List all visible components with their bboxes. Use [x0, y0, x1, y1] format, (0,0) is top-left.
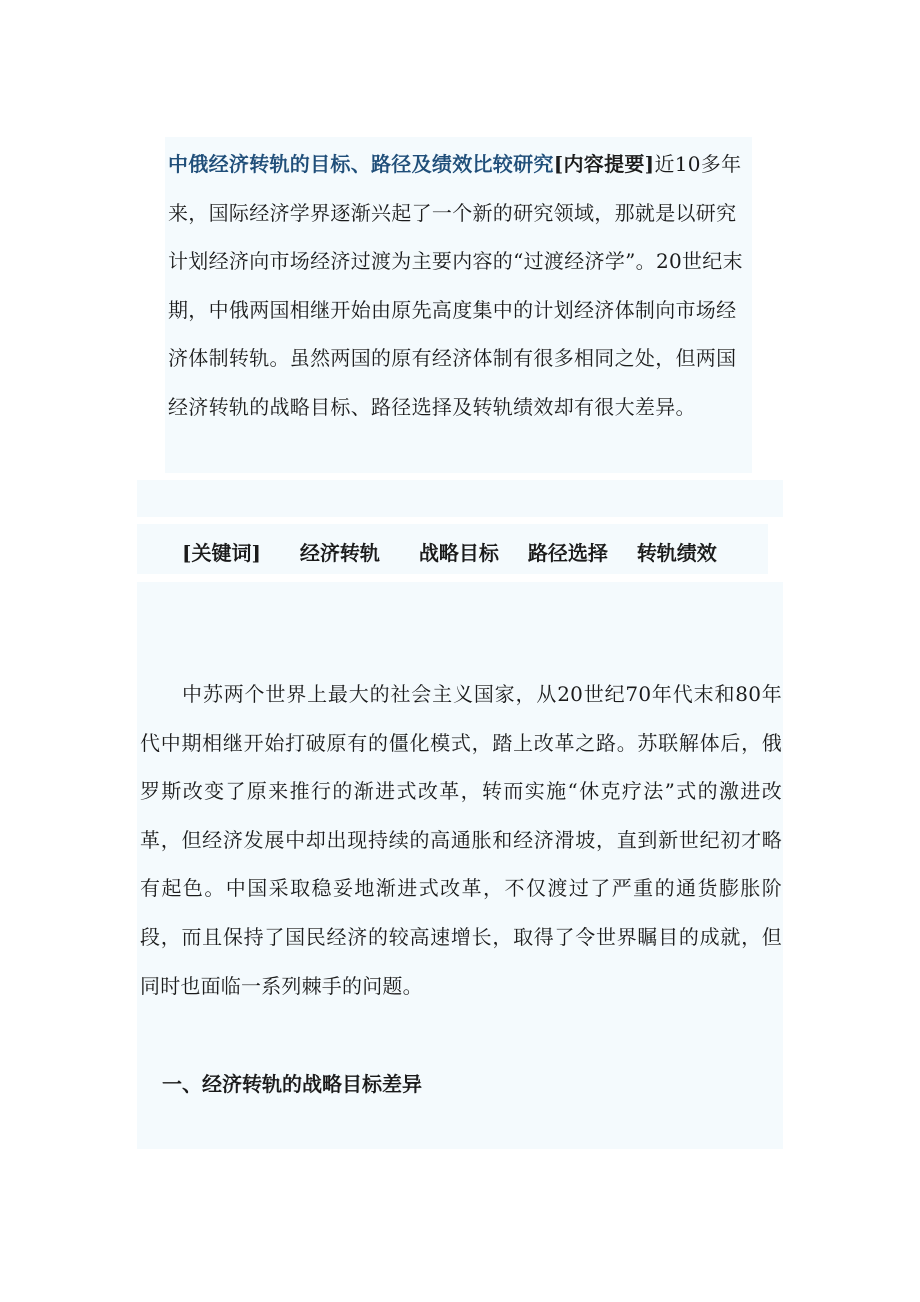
section-heading: 一、经济转轨的战略目标差异	[162, 1072, 422, 1096]
abstract-text	[168, 140, 752, 431]
spacer-block	[137, 480, 783, 517]
keywords-label: [关键词]	[182, 541, 261, 565]
article-title: 中俄经济转轨的目标、路径及绩效比较研究	[168, 152, 554, 176]
keyword-item: 转轨绩效	[636, 541, 717, 565]
keywords-row	[182, 537, 739, 566]
intro-paragraph: 中苏两个世界上最大的社会主义国家，从20世纪70年代末和80年代中期相继开始打破原有的僵化模式，踏上改革之路。苏联解体后，俄罗斯改变了原来推行的渐进式改革，转而实施“休克疗法”式的激进改革，但经济发展中却出现持续的高通胀和经济滑坡，直到新世纪初才略有起色。中国采取稳妥地渐进式改革，不仅渡过了严重的通货膨胀阶段，而且保持了国民经济的较高速增长，取得了令世界瞩目的成就，但同时也面临一系列棘手的问题。	[140, 682, 782, 998]
keyword-item: 路径选择	[527, 541, 608, 565]
abstract-body: 近10多年来，国际经济学界逐渐兴起了一个新的研究领域，那就是以研究计划经济向市场经济过渡为主要内容的“过渡经济学”。20世纪末期，中俄两国相继开始由原先高度集中的计划经济体制向市场经济体制转轨。虽然两国的原有经济体制有很多相同之处，但两国经济转轨的战略目标、路径选择及转轨绩效却有很大差异。	[168, 152, 743, 419]
keyword-item: 战略目标	[418, 541, 499, 565]
keyword-item: 经济转轨	[299, 541, 380, 565]
abstract-label: [内容提要]	[553, 152, 655, 176]
